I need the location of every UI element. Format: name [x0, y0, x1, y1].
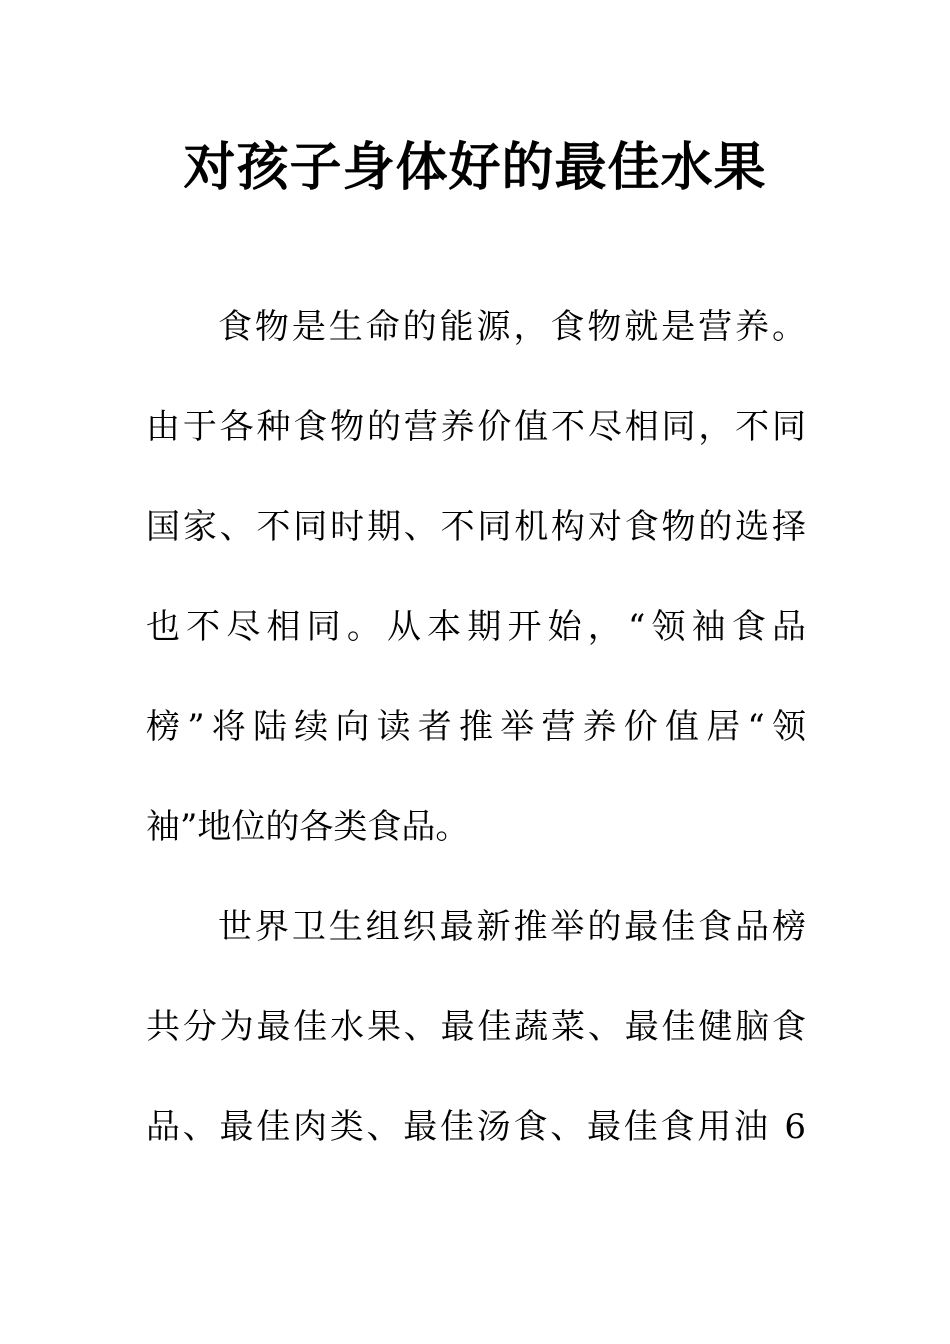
paragraph-1-line-5: 榜”将陆续向读者推举营养价值居“领 [146, 707, 806, 747]
paragraph-1-line-2: 由于各种食物的营养价值不尽相同，不同 [146, 407, 806, 447]
paragraph-1-line-1: 食物是生命的能源，食物就是营养。 [218, 307, 806, 347]
paragraph-2-line-2: 共分为最佳水果、最佳蔬菜、最佳健脑食 [146, 1007, 806, 1047]
paragraph-1-line-6: 袖”地位的各类食品。 [146, 807, 470, 847]
paragraph-2-line-3: 品、最佳肉类、最佳汤食、最佳食用油 6 [146, 1107, 806, 1147]
paragraph-1-line-3: 国家、不同时期、不同机构对食物的选择 [146, 507, 806, 547]
document-title: 对孩子身体好的最佳水果 [183, 138, 767, 198]
paragraph-1-line-4: 也不尽相同。从本期开始，“领袖食品 [146, 607, 806, 647]
paragraph-2-line-1: 世界卫生组织最新推举的最佳食品榜 [218, 907, 806, 947]
